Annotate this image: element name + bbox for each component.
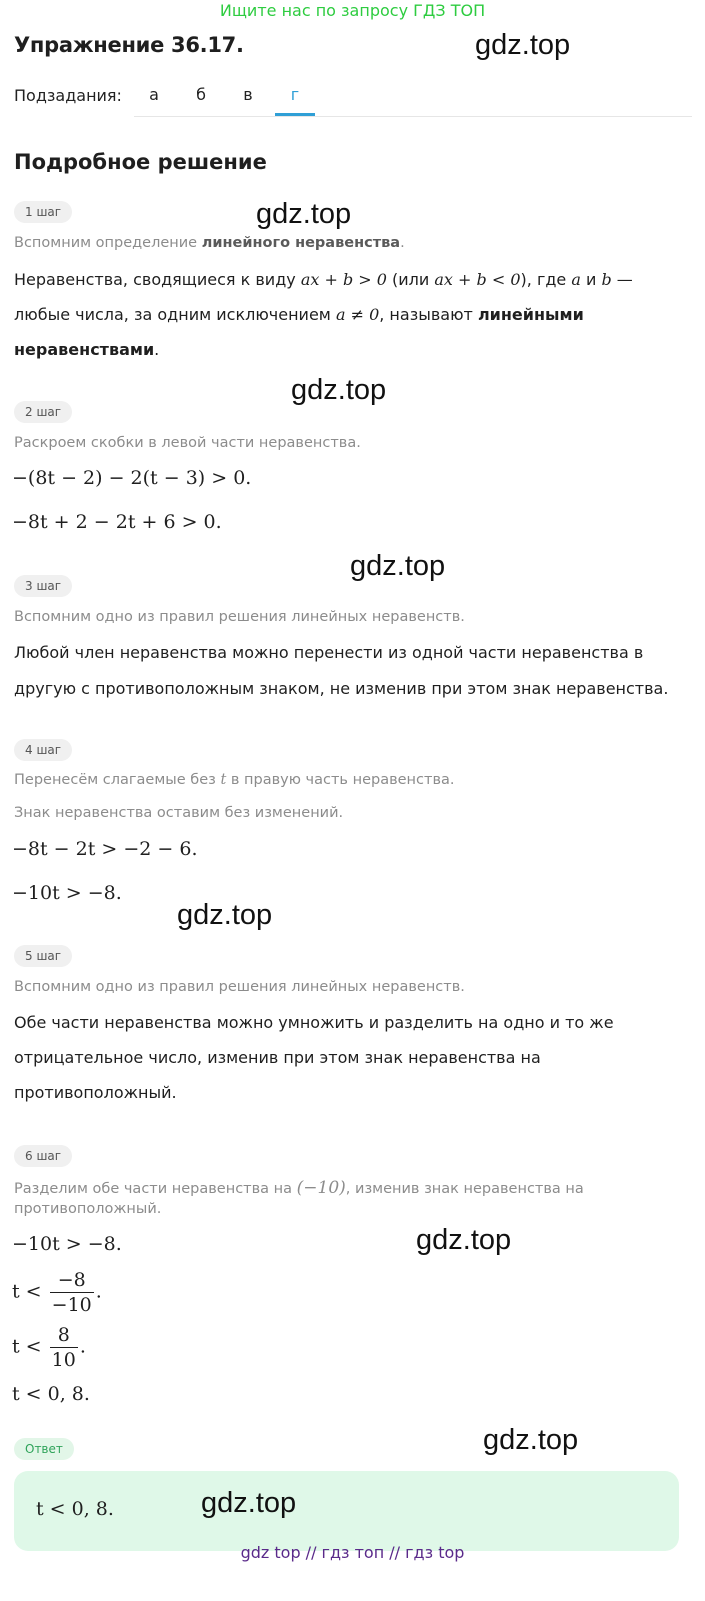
rule-line: Любой член неравенства можно перенести из одной части неравенства в	[14, 643, 644, 662]
definition-line-1: Неравенства, сводящиеся к виду ax + b > 0 (или ax + b < 0), где a и b —	[14, 270, 633, 289]
rule-line: Обе части неравенства можно умножить и разделить на одно и то же	[14, 1013, 614, 1032]
equation: t < 0, 8.	[12, 1383, 90, 1405]
equation: −8t + 2 − 2t + 6 > 0.	[12, 511, 222, 533]
step-badge: 4 шаг	[14, 739, 72, 761]
subtasks-label: Подзадания:	[14, 86, 122, 105]
equation: −10t > −8.	[12, 1233, 122, 1255]
step-badge: 6 шаг	[14, 1145, 72, 1167]
definition-line-3: неравенствами.	[14, 340, 160, 359]
fraction: $\frac{-8}{-10}$	[51, 1269, 92, 1316]
equation-fraction: t < $\frac{-8}{-10}$ .	[12, 1269, 102, 1316]
subtasks-tabs	[134, 76, 692, 117]
equation: −10t > −8.	[12, 882, 122, 904]
step-hint: Перенесём слагаемые без t в правую часть неравенства.	[14, 772, 455, 788]
step-hint: Вспомним определение линейного неравенства.	[14, 235, 405, 251]
watermark: gdz.top	[475, 29, 571, 61]
equation: −8t − 2t > −2 − 6.	[12, 838, 198, 860]
watermark: gdz.top	[483, 1424, 579, 1456]
rule-line: противоположный.	[14, 1083, 177, 1102]
watermark: gdz.top	[256, 198, 352, 230]
step-badge: 2 шаг	[14, 401, 72, 423]
watermark: gdz.top	[177, 899, 273, 931]
footer-links[interactable]: gdz top // гдз топ // гдз top	[240, 1543, 465, 1562]
definition-line-2: любые числа, за одним исключением a ≠ 0, называют линейными	[14, 305, 584, 324]
rule-line: другую с противоположным знаком, не изменив при этом знак неравенства.	[14, 679, 669, 698]
step-badge: 1 шаг	[14, 201, 72, 223]
watermark: gdz.top	[291, 374, 387, 406]
watermark: gdz.top	[416, 1224, 512, 1256]
step-hint: Разделим обе части неравенства на (−10), изменив знак неравенства на	[14, 1178, 584, 1198]
answer-value: t < 0, 8.	[36, 1498, 114, 1520]
answer-badge: Ответ	[14, 1438, 74, 1460]
step-hint: противоположный.	[14, 1201, 162, 1217]
page-title: Упражнение 36.17.	[14, 33, 244, 57]
fraction: $\frac{8}{10}$	[51, 1324, 76, 1371]
step-badge: 3 шаг	[14, 575, 72, 597]
step-hint: Вспомним одно из правил решения линейных неравенств.	[14, 609, 465, 625]
section-title: Подробное решение	[14, 150, 267, 174]
answer-box	[14, 1471, 679, 1551]
subtask-tab-g[interactable]: г	[275, 76, 315, 116]
subtask-tab-b[interactable]: б	[196, 85, 206, 104]
step-hint: Вспомним одно из правил решения линейных неравенств.	[14, 979, 465, 995]
rule-line: отрицательное число, изменив при этом знак неравенства на	[14, 1048, 541, 1067]
step-badge: 5 шаг	[14, 945, 72, 967]
step-hint: Раскроем скобки в левой части неравенства.	[14, 435, 361, 451]
step-hint: Знак неравенства оставим без изменений.	[14, 805, 344, 821]
equation-fraction: t < $\frac{8}{10}$ .	[12, 1324, 86, 1371]
top-banner: Ищите нас по запросу ГДЗ ТОП	[219, 1, 486, 20]
watermark: gdz.top	[201, 1487, 297, 1519]
subtask-tab-v[interactable]: в	[243, 85, 253, 104]
equation: −(8t − 2) − 2(t − 3) > 0.	[12, 467, 252, 489]
subtask-tab-a[interactable]: а	[149, 85, 159, 104]
watermark: gdz.top	[350, 550, 446, 582]
